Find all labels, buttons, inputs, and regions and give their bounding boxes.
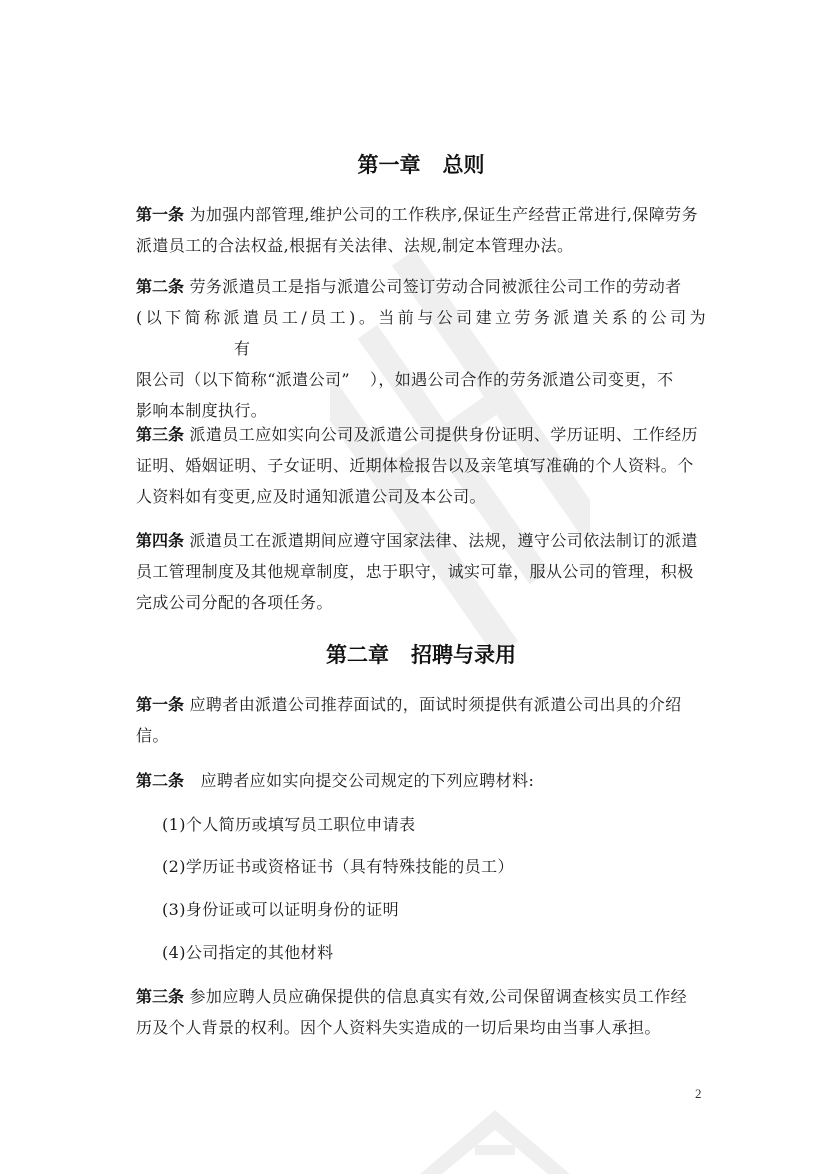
article-text: 影响本制度执行。 <box>136 401 268 420</box>
article-text: 有 <box>234 339 251 358</box>
article-text: 参加应聘人员应确保提供的信息真实有效,公司保留调查核实员工作经 <box>189 987 688 1006</box>
article-text: 限公司（以下简称“派遣公司” <box>136 370 350 389</box>
article-text: (以下简称派遣员工/员工)。当前与公司建立劳务派遣关系的公司为 <box>136 308 706 327</box>
article-text: ），如遇公司合作的劳务派遣公司变更，不 <box>369 370 674 389</box>
article-text: 完成公司分配的各项任务。 <box>136 593 333 612</box>
watermark-logo-bottom <box>420 1110 570 1174</box>
page-number: 2 <box>695 1086 702 1101</box>
article-text: 人资料如有变更,应及时通知派遣公司及本公司。 <box>136 487 486 506</box>
article-2-2 <box>136 765 706 796</box>
article-text: 派遣员工的合法权益,根据有关法律、法规,制定本管理办法。 <box>136 236 574 255</box>
article-2-3 <box>136 981 706 1043</box>
article-text: 证明、婚姻证明、子女证明、近期体检报告以及亲笔填写准确的个人资料。个 <box>136 456 694 475</box>
article-text: 员工管理制度及其他规章制度，忠于职守，诚实可靠，服从公司的管理，积极 <box>136 562 694 581</box>
article-label: 第四条 <box>136 531 185 550</box>
article-text: 劳务派遣员工是指与派遣公司签订劳动合同被派往公司工作的劳动者 <box>189 277 682 296</box>
article-text: 历及个人背景的权利。因个人资料失实造成的一切后果均由当事人承担。 <box>136 1018 661 1037</box>
material-item-3: (3)身份证或可以证明身份的证明 <box>162 900 400 919</box>
article-label: 第三条 <box>136 987 185 1006</box>
article-label: 第二条 <box>136 277 185 296</box>
chapter-1-title <box>136 150 706 180</box>
article-text: 信。 <box>136 726 169 745</box>
article-1-1 <box>136 199 706 261</box>
chapter-name: 招聘与录用 <box>411 643 516 667</box>
chapter-number: 第一章 <box>357 153 421 177</box>
article-label: 第一条 <box>136 695 185 714</box>
material-item-2: (2)学历证书或资格证书（具有特殊技能的员工） <box>162 857 514 876</box>
article-1-4 <box>136 525 706 618</box>
chapter-name: 总则 <box>442 153 485 177</box>
material-item-4: (4)公司指定的其他材料 <box>162 943 334 962</box>
article-1-3 <box>136 419 706 512</box>
article-text: 为加强内部管理,维护公司的工作秩序,保证生产经营正常进行,保障劳务 <box>189 205 698 224</box>
article-label: 第三条 <box>136 425 185 444</box>
article-label: 第一条 <box>136 205 185 224</box>
chapter-2-title <box>136 640 706 670</box>
article-text: 派遣员工应如实向公司及派遣公司提供身份证明、学历证明、工作经历 <box>189 425 698 444</box>
article-text: 应聘者应如实向提交公司规定的下列应聘材料: <box>200 771 535 790</box>
article-text: 应聘者由派遣公司推荐面试的，面试时须提供有派遣公司出具的介绍 <box>189 695 682 714</box>
article-text: 派遣员工在派遣期间应遵守国家法律、法规，遵守公司依法制订的派遣 <box>189 531 698 550</box>
material-item-1: (1)个人简历或填写员工职位申请表 <box>162 815 416 834</box>
article-2-1 <box>136 689 706 751</box>
article-1-2 <box>136 271 706 426</box>
article-label: 第二条 <box>136 771 185 790</box>
chapter-number: 第二章 <box>326 643 389 667</box>
